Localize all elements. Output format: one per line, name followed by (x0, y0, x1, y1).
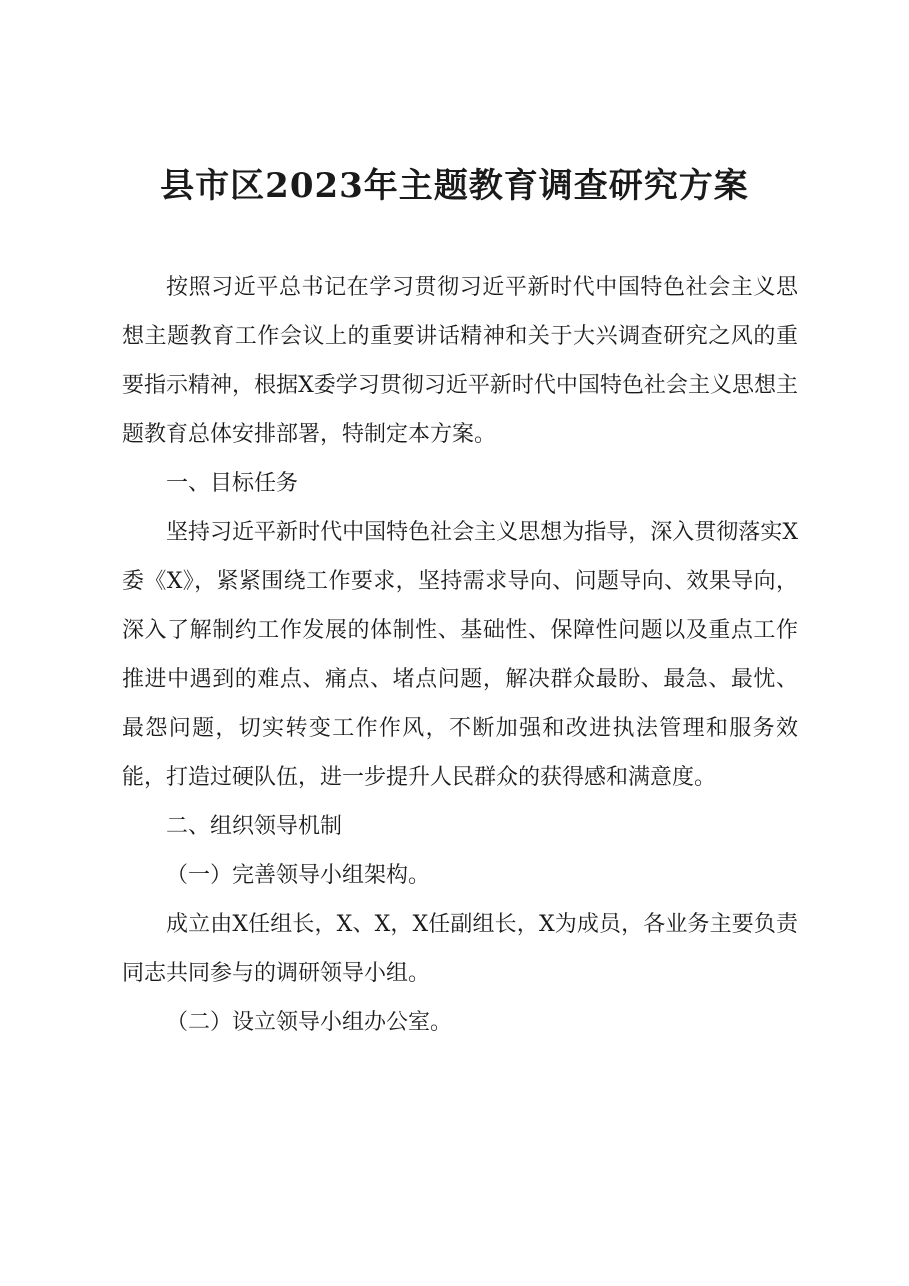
subsection-leadership-group-paragraph: 成立由X任组长，X、X，X任副组长，X为成员，各业务主要负责同志共同参与的调研领导小组。 (122, 912, 798, 986)
subsection-heading-office: （二）设立领导小组办公室。 (166, 1010, 453, 1035)
section-goals-paragraph: 坚持习近平新时代中国特色社会主义思想为指导，深入贯彻落实X委《X》，紧紧围绕工作要求，坚持需求导向、问题导向、效果导向，深入了解制约工作发展的体制性、基础性、保障性问题以及重点工作推进中遇到的难点、痛点、堵点问题，解决群众最盼、最急、最忧、最怨问题，切实转变工作作风，不断加强和改进执法管理和服务效能，打造过硬队伍，进一步提升人民群众的获得感和满意度。 (122, 520, 798, 790)
section-heading-goals: 一、目标任务 (166, 471, 299, 496)
document-body (122, 263, 798, 1047)
section-heading-organization: 二、组织领导机制 (166, 814, 343, 839)
intro-paragraph: 按照习近平总书记在学习贯彻习近平新时代中国特色社会主义思想主题教育工作会议上的重要讲话精神和关于大兴调查研究之风的重要指示精神，根据X委学习贯彻习近平新时代中国特色社会主义思想主题教育总体安排部署，特制定本方案。 (122, 275, 798, 447)
subsection-heading-leadership-group: （一）完善领导小组架构。 (166, 863, 431, 888)
document-title: 县市区2023年主题教育调查研究方案 (160, 166, 749, 206)
